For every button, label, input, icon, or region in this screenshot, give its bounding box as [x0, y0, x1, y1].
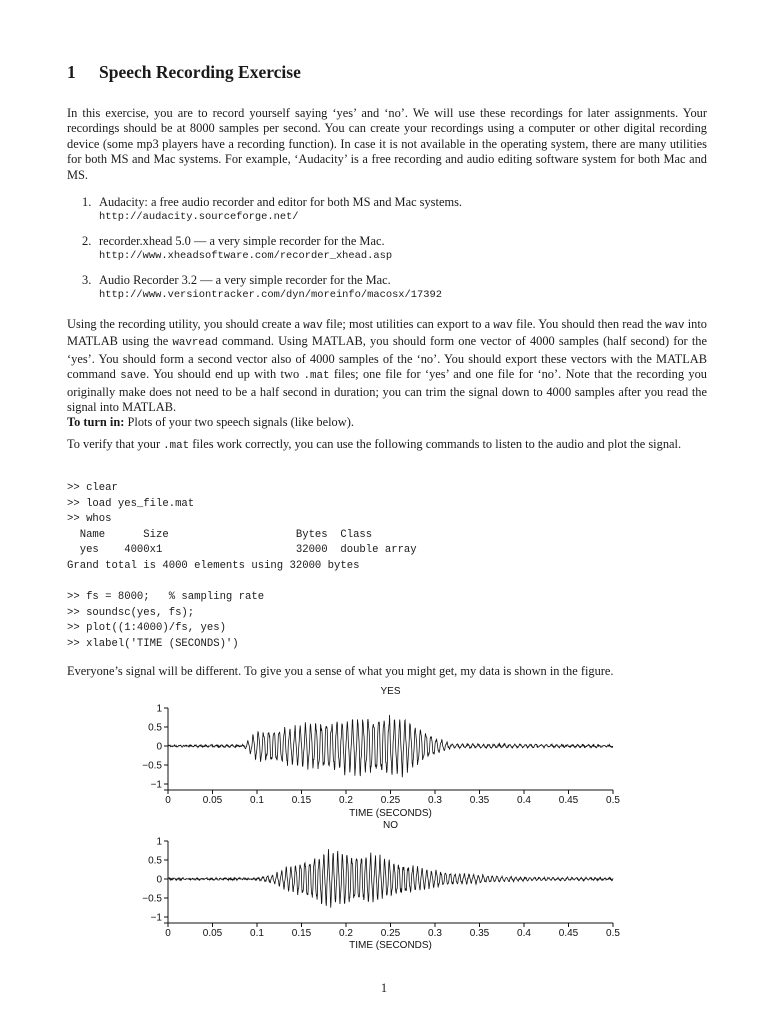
page-number: 1 — [380, 981, 388, 995]
no-y-tick-label: −0.5 — [142, 893, 162, 905]
text-run: file; most utilities can export to a — [322, 317, 494, 331]
no-y-tick-label: 0 — [156, 874, 162, 886]
list-item-url[interactable]: http://www.xheadsoftware.com/recorder_xhead.asp — [99, 250, 393, 262]
yes-y-tick-label: 1 — [156, 703, 162, 715]
text-run: files work correctly, you can use the following commands to listen to the audio and plot the signal. — [189, 437, 682, 451]
yes-x-tick-label: 0.2 — [339, 795, 353, 806]
code-term: .mat — [163, 440, 190, 452]
turn-in-text: Plots of your two speech signals (like below). — [124, 415, 354, 429]
code-term: save — [120, 370, 147, 383]
code-term: wav — [665, 320, 685, 332]
no-y-tick-label: 1 — [156, 836, 162, 848]
no-y-tick-label: −1 — [150, 912, 162, 924]
code-term: wavread — [172, 337, 218, 350]
code-block-whos: >> clear >> load yes_file.mat >> whos Name Size Bytes Class yes 4000x1 32000 double array Grand total is 4000 elements using 32000 bytes — [67, 482, 417, 572]
no-chart-title: NO — [383, 820, 398, 831]
text-run: file. You should then read the — [512, 317, 666, 331]
text-run: into MATLAB using the — [67, 317, 707, 349]
yes-y-tick-label: 0.5 — [148, 722, 162, 734]
yes-x-tick-label: 0.35 — [469, 795, 490, 806]
section-number: 1 — [67, 62, 76, 82]
no-x-axis-label: TIME (SECONDS) — [349, 940, 432, 951]
yes-chart-title: YES — [380, 686, 401, 697]
text-run: files; one file for ‘yes’ and one file for ‘no’. Note that the recording you originally make does not need to be a half second in duration; you can trim the signal down to 4000 samples after you read the signal into MATLAB. — [67, 367, 707, 415]
turn-in-label: To turn in: — [67, 415, 125, 429]
list-item-text: recorder.xhead 5.0 — a very simple recorder for the Mac. — [99, 234, 385, 248]
list-item-number: 2. — [82, 234, 92, 248]
text-run: Using the recording utility, you should create a — [67, 317, 304, 331]
yes-x-tick-label: 0.05 — [202, 795, 223, 806]
yes-x-tick-label: 0.1 — [250, 795, 264, 806]
no-x-tick-label: 0.1 — [250, 928, 264, 939]
no-y-tick-label: 0.5 — [148, 855, 162, 867]
no-x-tick-label: 0 — [165, 928, 171, 939]
no-x-tick-label: 0.4 — [517, 928, 531, 939]
yes-waveform-line — [168, 715, 613, 777]
list-item-text: Audio Recorder 3.2 — a very simple recorder for the Mac. — [99, 273, 391, 287]
yes-x-tick-label: 0.3 — [428, 795, 442, 806]
no-x-tick-label: 0.15 — [291, 928, 312, 939]
list-item-url[interactable]: http://audacity.sourceforge.net/ — [99, 211, 299, 223]
list-item-number: 3. — [82, 273, 92, 287]
list-item-url[interactable]: http://www.versiontracker.com/dyn/moreinfo/macosx/17392 — [99, 289, 442, 301]
list-item-number: 1. — [82, 195, 92, 209]
no-x-tick-label: 0.45 — [558, 928, 579, 939]
closing-paragraph: Everyone’s signal will be different. To give you a sense of what you might get, my data is shown in the figure. — [67, 664, 614, 678]
intro-paragraph: In this exercise, you are to record yourself saying ‘yes’ and ‘no’. We will use these recordings for later assignments. Your recordings should be at 8000 samples per second. You can create your recordings using a computer or other digital recording device (some mp3 players have a recording function). In case it is not available in the operating system, there are many utilities for both MS and Mac systems. For example, ‘Audacity’ is a free recording and audio editing software system for both Mac and MS. — [67, 106, 707, 182]
yes-x-tick-label: 0.45 — [558, 795, 579, 806]
no-x-tick-label: 0.5 — [606, 928, 620, 939]
yes-x-tick-label: 0.4 — [517, 795, 531, 806]
yes-x-axis-label: TIME (SECONDS) — [349, 808, 432, 819]
yes-y-tick-label: −0.5 — [142, 760, 162, 772]
yes-y-tick-label: 0 — [156, 741, 162, 753]
yes-y-tick-label: −1 — [150, 779, 162, 791]
code-block-plot: >> fs = 8000; % sampling rate >> soundsc(yes, fs); >> plot((1:4000)/fs, yes) >> xlabel('TIME (SECONDS)') — [67, 591, 265, 650]
text-run: To verify that your — [67, 437, 164, 451]
yes-x-tick-label: 0.5 — [606, 795, 620, 806]
no-x-tick-label: 0.3 — [428, 928, 442, 939]
no-x-tick-label: 0.2 — [339, 928, 353, 939]
list-item-text: Audacity: a free audio recorder and editor for both MS and Mac systems. — [99, 195, 463, 209]
text-run: command. Using MATLAB, you should form one vector of 4000 samples (half second) for the ‘yes’. You should form a second vector also of 4000 samples of the ‘no’. You should export these vectors with the MATLAB command — [67, 334, 707, 382]
code-term: .mat — [303, 370, 330, 383]
no-waveform-line — [168, 849, 613, 907]
yes-x-tick-label: 0 — [165, 795, 171, 806]
no-x-tick-label: 0.35 — [469, 928, 490, 939]
yes-x-tick-label: 0.25 — [380, 795, 401, 806]
yes-x-tick-label: 0.15 — [291, 795, 312, 806]
section-title: Speech Recording Exercise — [99, 62, 301, 82]
code-term: wav — [303, 320, 323, 332]
no-x-tick-label: 0.05 — [202, 928, 223, 939]
text-run: . You should end up with two — [146, 367, 304, 382]
no-x-tick-label: 0.25 — [380, 928, 401, 939]
code-term: wav — [493, 320, 513, 332]
